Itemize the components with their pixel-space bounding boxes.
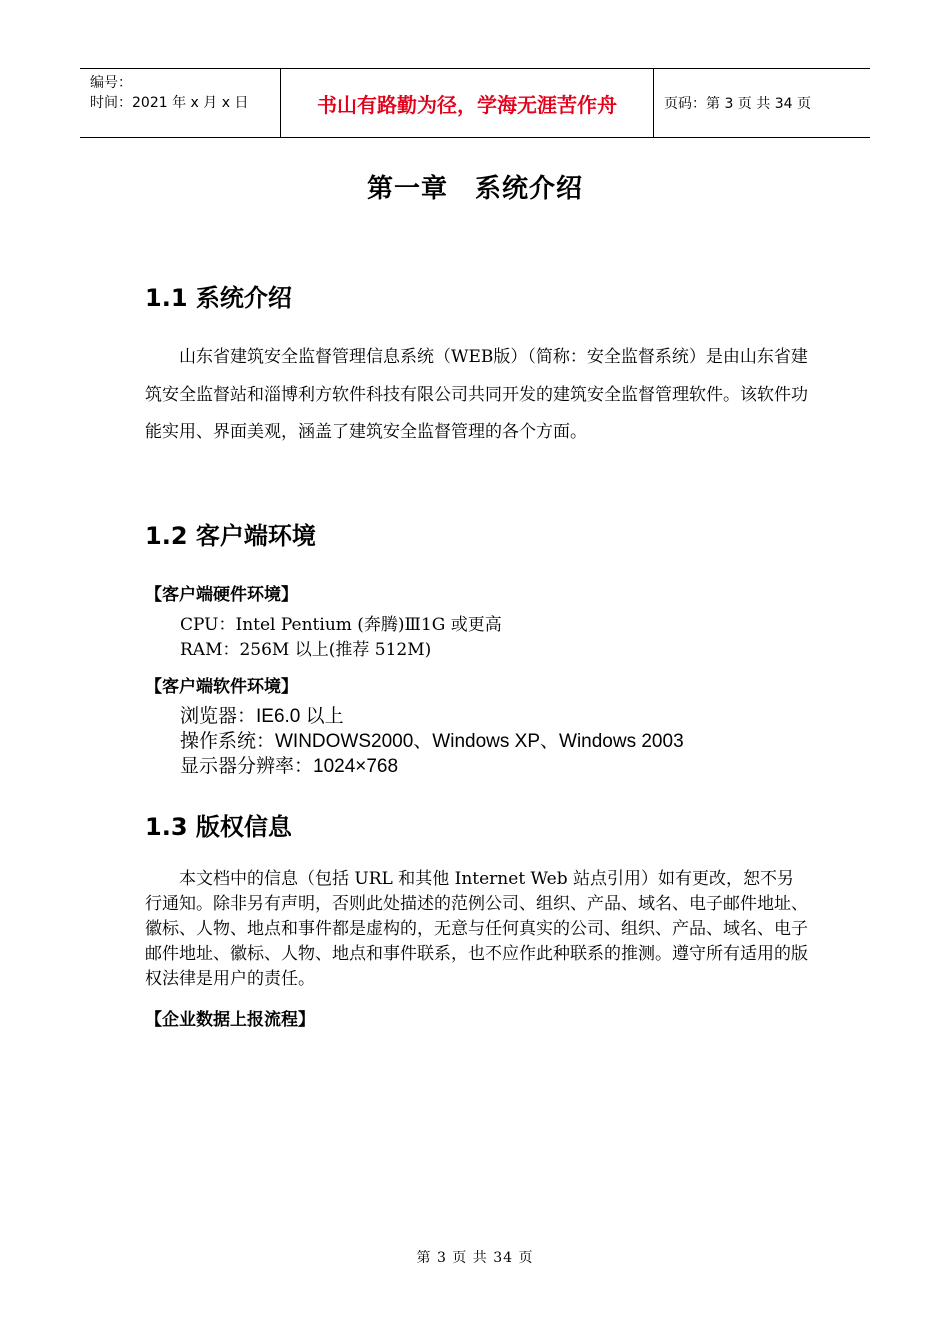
header-motto: 书山有路勤为径，学海无涯苦作舟 [281, 69, 654, 137]
doc-number-label: 编号： [90, 75, 132, 91]
time-label: 时间：2021 年 x 月 x 日 [90, 95, 249, 111]
copyright-paragraph [145, 867, 810, 992]
hardware-heading: 【客户端硬件环境】 [145, 585, 298, 605]
header-page-info: 页码：第 3 页 共 34 页 [664, 96, 811, 112]
chapter-title: 第一章 系统介绍 [366, 174, 583, 204]
page-footer: 第 3 页 共 34 页 [416, 1250, 534, 1266]
section-title-1-2: 1.2 客户端环境 [145, 522, 316, 550]
copyright-text: 本文档中的信息（包括 URL 和其他 Internet Web 站点引用）如有更改，恕不另行通知。除非另有声明，否则此处描述的范例公司、组织、产品、域名、电子邮件地址、徽标、人物、地点和事件都是虚构的，无意与任何真实的公司、组织、产品、域名、电子邮件地址、徽标、人物、地点和事件联系，也不应作此种联系的推测。遵守所有适用的版权法律是用户的责任。 [145, 869, 808, 989]
system-intro-text: 山东省建筑安全监督管理信息系统（WEB版）（简称：安全监督系统）是由山东省建筑安全监督站和淄博利方软件科技有限公司共同开发的建筑安全监督管理软件。该软件功能实用、界面美观，涵盖了建筑安全监督管理的各个方面。 [145, 347, 808, 442]
software-item-browser: 浏览器：IE6.0 以上 [180, 706, 344, 727]
hardware-item-ram: RAM：256M 以上(推荐 512M) [180, 640, 432, 660]
hardware-item-cpu: CPU：Intel Pentium (奔腾)Ⅲ1G 或更高 [180, 615, 502, 635]
software-item-resolution: 显示器分辨率：1024×768 [180, 756, 399, 777]
section-title-1-1: 1.1 系统介绍 [145, 284, 292, 312]
page-header [80, 68, 870, 138]
system-intro-paragraph [145, 339, 810, 452]
header-meta [80, 69, 281, 137]
software-item-os: 操作系统：WINDOWS2000、Windows XP、Windows 2003 [180, 731, 684, 752]
data-report-heading: 【企业数据上报流程】 [145, 1010, 315, 1030]
software-heading: 【客户端软件环境】 [145, 677, 298, 697]
section-title-1-3: 1.3 版权信息 [145, 813, 292, 841]
